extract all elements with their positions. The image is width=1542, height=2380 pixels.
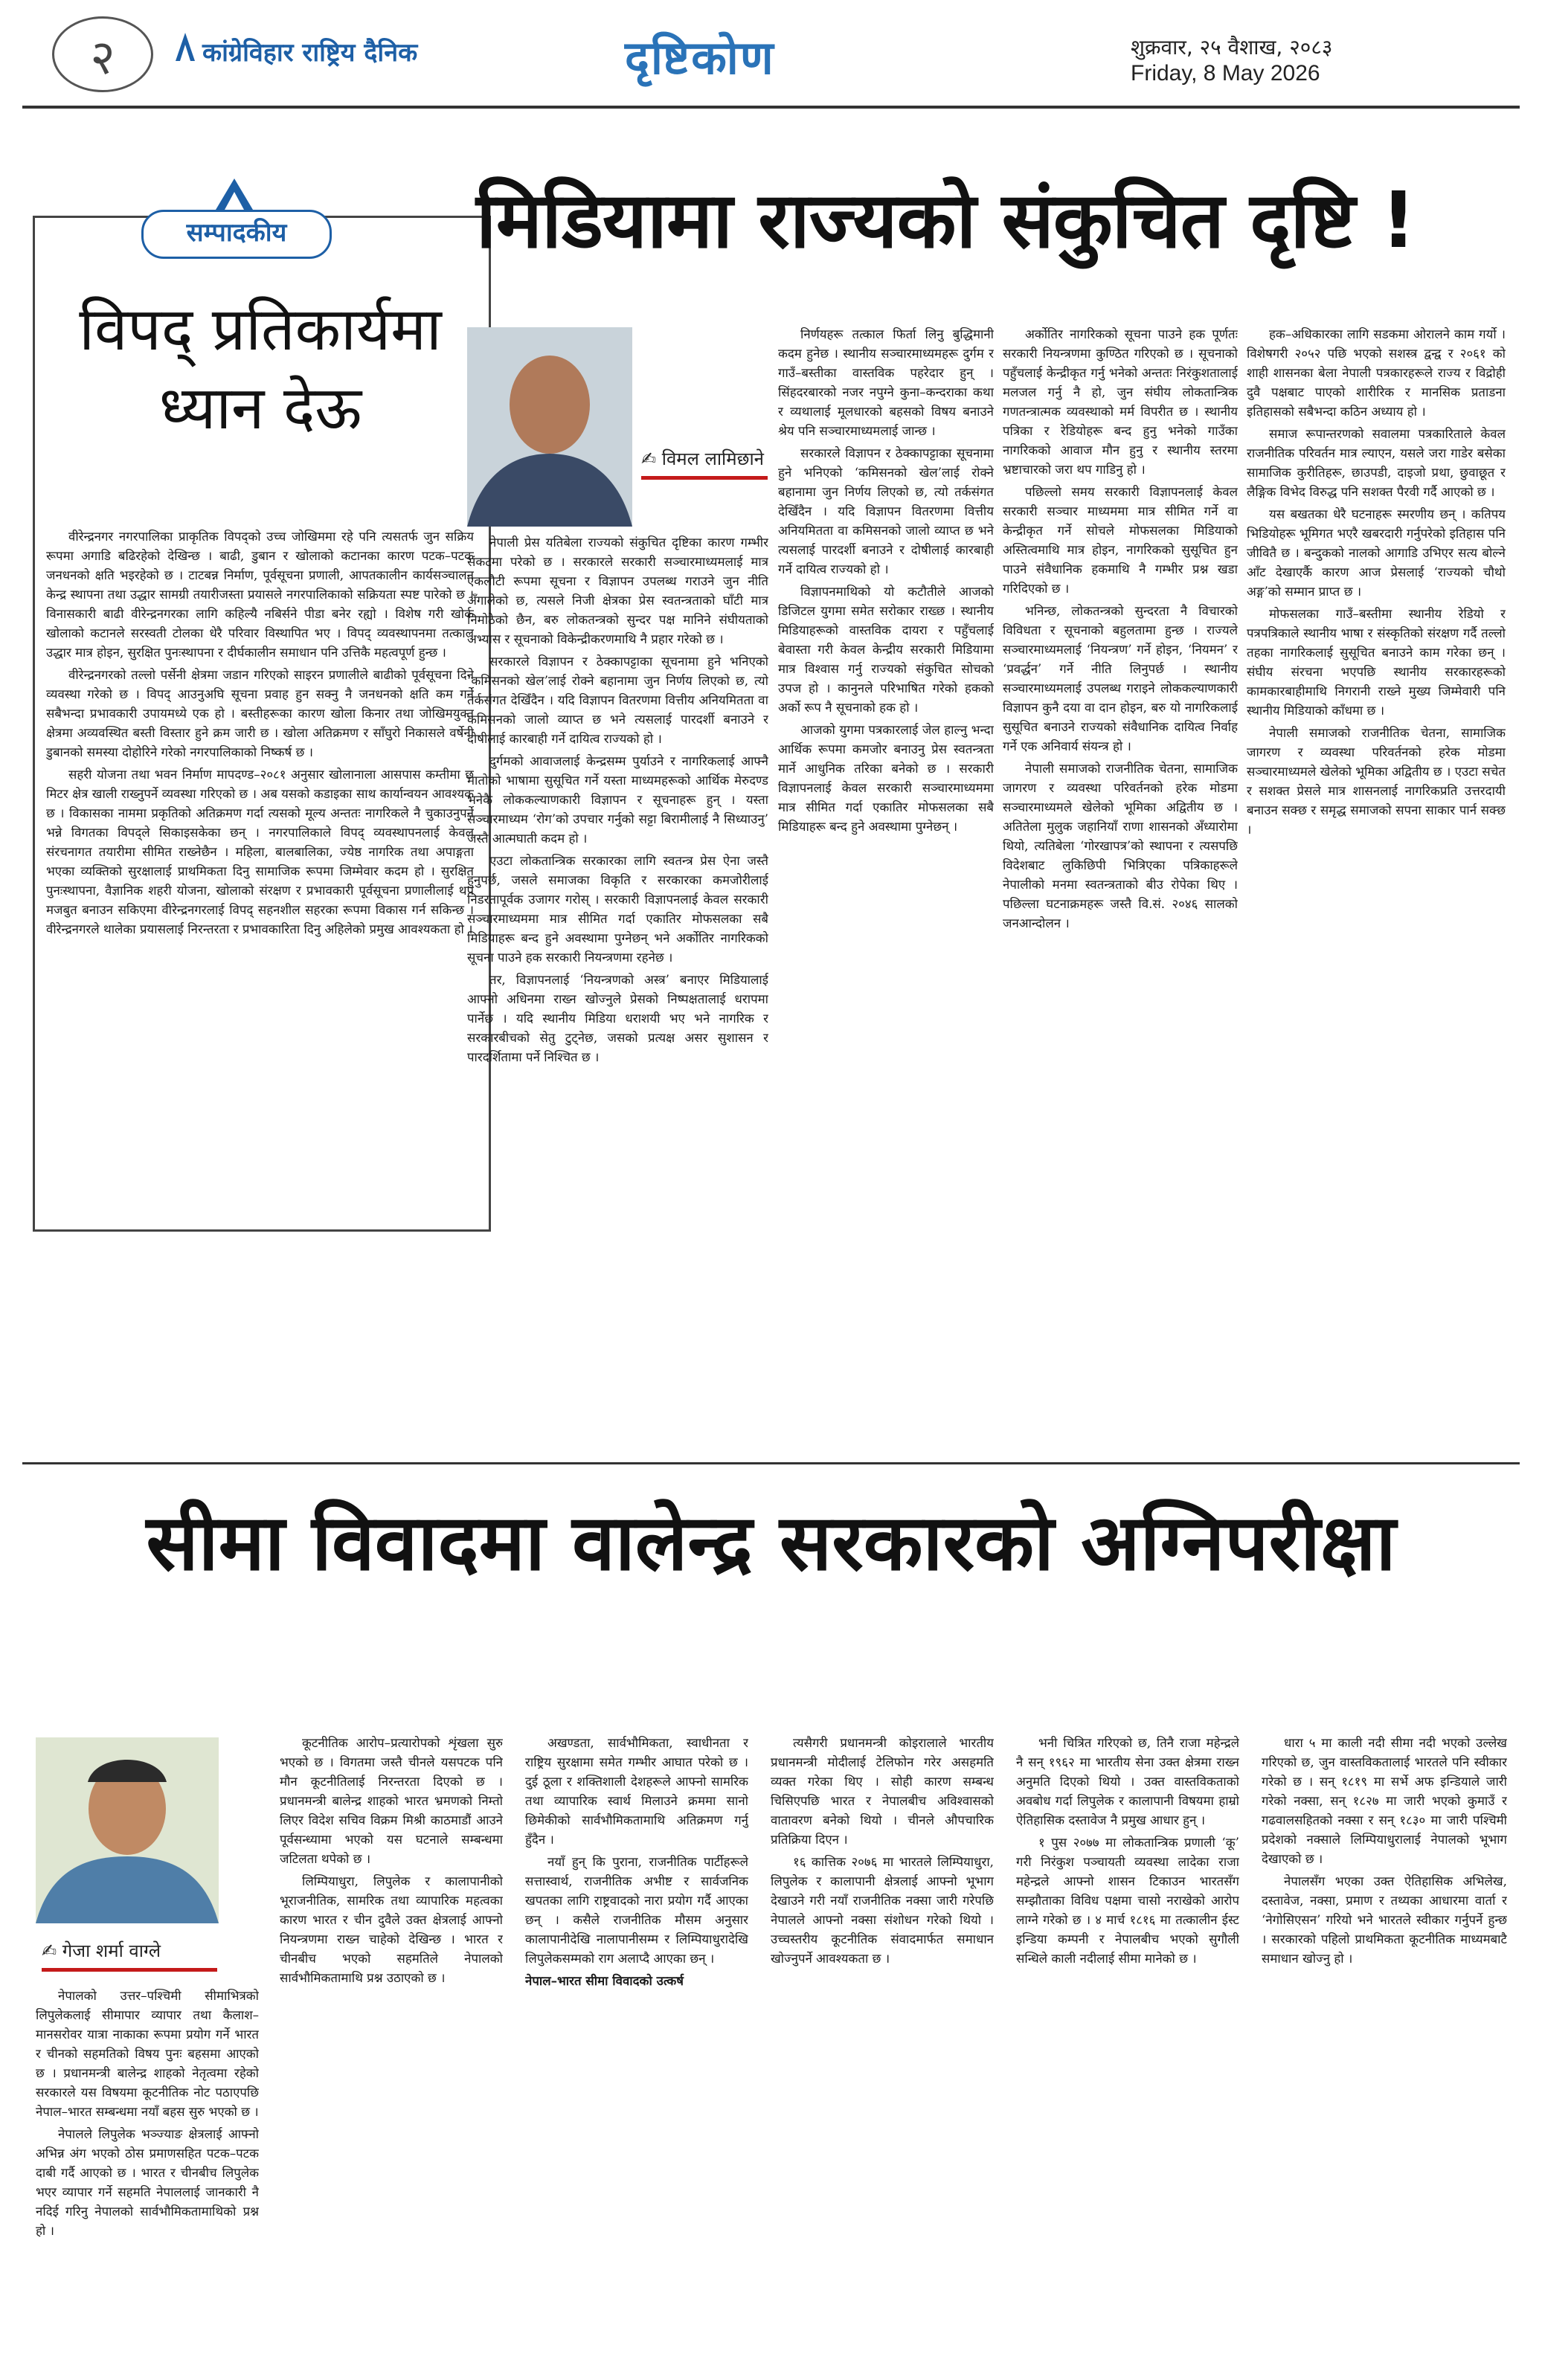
article1-paragraph: निर्णयहरू तत्काल फिर्ता लिनु बुद्धिमानी कदम हुनेछ । स्थानीय सञ्चारमाध्यमहरू दुर्गम र गाउँ–बस्तीका वास्तविक पहरेदार हुन् । सिंहदरबारको नजर नपुग्ने कुना–कन्दराका कथा र व्यथालाई मूलधारको बहसको विषय बनाउने श्रेय पनि सञ्चारमाध्यमलाई जान्छ । [778,327,994,438]
author-photo [467,327,632,527]
article2-column-6 [1262,1733,1507,2358]
article1-author: विमल लामिछाने [661,448,764,469]
article2-paragraph: भनी चित्रित गरिएको छ, तिनै राजा महेन्द्रले नै सन् १९६२ मा भारतीय सेना उक्त क्षेत्रमा राख्न अनुमति दिएको थियो । उक्त वास्तविकताको अवबोध गर्दा लिपुलेक र कालापानी विषयमा हाम्रो ऐतिहासिक दस्तावेज नै प्रमुख आधार हुन् । [1016,1735,1239,1827]
article1-paragraph: दुर्गमको आवाजलाई केन्द्रसम्म पुर्याउने र नागरिकलाई आफ्नै मातोको भाषामा सुसूचित गर्ने यस्ता माध्यमहरूको आर्थिक मेरुदण्ड भनेकै लोककल्याणकारी विज्ञापन र सूचनाहरू हुन् । यस्ता सञ्चारमाध्यम ‘रोग’को उपचार गर्नुको सट्टा बिरामीलाई नै सिध्याउनु’ जस्तै आत्मघाती कदम हो । [467,753,768,846]
article2-paragraph: नेपालले लिपुलेक भञ्ज्याङ क्षेत्रलाई आफ्नो अभिन्न अंग भएको ठोस प्रमाणसहित पटक–पटक दाबी गर्दै आएको छ । भारत र चीनबीच लिपुलेक भएर व्यापार गर्ने सहमति नेपाललाई जानकारी नै नदिई गरिनु नेपालको सार्वभौमिकतामाथिको प्रश्न हो । [36,2126,259,2238]
article1-paragraph: सरकारले विज्ञापन र ठेक्कापट्टाका सूचनामा हुने भनिएको ‘कमिसनको खेल’लाई रोक्ने बहानामा जुन निर्णय लिएको छ, त्यो तर्कसंगत देखिँदैन । यदि विज्ञापन वितरणमा वित्तीय अनियमितता वा कमिसनको जालो व्याप्त छ भने त्यसलाई पारदर्शी बनाउने र दोषीलाई कारबाही गर्ने दायित्व राज्यको हो । [778,446,994,576]
article2-paragraph: कूटनीतिक आरोप–प्रत्यारोपको शृंखला सुरु भएको छ । विगतमा जस्तै चीनले यसपटक पनि मौन कूटनीतिलाई निरन्तरता दिएको छ । प्रधानमन्त्री बालेन्द्र शाहको भारत भ्रमणको निम्तो लिएर विदेश सचिव विक्रम मिश्री काठमाडौं आउने पूर्वसन्ध्यामा भएको यस घटनाले सम्बन्धमा जटिलता थपेको छ । [280,1735,503,1866]
article1-paragraph: विज्ञापनमाथिको यो कटौतीले आजको डिजिटल युगमा समेत सरोकार राख्छ । स्थानीय मिडियाहरूको वास्तविक दायरा र पहुँचलाई बेवास्ता गरी केवल केन्द्रीय सरकारी मिडियामा मात्र विश्वास गर्नु राज्यको संकुचित सोचको उपज हो । कानुनले परिभाषित गरेको हकको अर्को रूप नै सूचनाको हक हो । [778,584,994,715]
article1-paragraph: भनिन्छ, लोकतन्त्रको सुन्दरता नै विचारको विविधता र सूचनाको बहुलतामा हुन्छ । राज्यले सञ्चारमाध्यमलाई ‘नियन्त्रण’ गर्ने होइन, ‘नियमन’ र ‘प्रवर्द्धन’ गर्ने नीति लिनुपर्छ । स्थानीय सञ्चारमाध्यमलाई उपलब्ध गराइने लोककल्याणकारी विज्ञापन कुनै दया वा दान होइन, बरु यो नागरिकलाई सुसूचित बनाउने राज्यको संवैधानिक दायित्व निर्वाह गर्ने एक अनिवार्य संयन्त्र हो । [1003,603,1238,753]
article2-column-2 [280,1733,503,2358]
newspaper-brand: कांग्रेविहार राष्ट्रिय दैनिक [202,38,418,68]
section-title: दृष्टिकोण [625,30,775,85]
article1-headline: मिडियामा राज्यको संकुचित दृष्टि ! [476,175,1416,266]
article1-paragraph: नेपाली प्रेस यतिबेला राज्यको संकुचित दृष्टिका कारण गम्भीर संकटमा परेको छ । सरकारले सरकारी सञ्चारमाध्यमलाई मात्र एकलौटी रूपमा सूचना र विज्ञापन उपलब्ध गराउने जुन नीति अँगालेको छ, त्यसले निजी क्षेत्रका प्रेस स्वतन्त्रताको घाँटी मात्र निमोठेको छैन, बरु लोकतन्त्रको सुन्दर पक्ष मानिने संघीयताको अभ्यास र सूचनाको विकेन्द्रीकरणमाथि नै प्रहार गरेको छ । [467,535,768,646]
author-silhouette-icon [467,327,632,527]
page-number-badge [52,16,153,92]
article1-column-3 [1003,324,1238,1447]
author2-silhouette-icon [36,1737,219,1923]
article-divider [22,1462,1520,1464]
article2-paragraph: १६ कात्तिक २०७६ मा भारतले लिम्पियाधुरा, लिपुलेक र कालापानी क्षेत्रलाई आफ्नो भूभाग देखाउने गरी नयाँ राजनीतिक नक्सा जारी गरेपछि नेपालले आफ्नो नक्सा संशोधन गरेको थियो । उच्चस्तरीय कूटनीतिक संवादमार्फत समाधान खोज्नुपर्ने आवश्यकता छ । [771,1854,994,1966]
article1-paragraph: हक–अधिकारका लागि सडकमा ओरालने काम गर्यो । विशेषगरी २०५२ पछि भएको सशस्त्र द्वन्द्व र २०६१ को शाही शासनका बेला नेपाली पत्रकारहरूले राज्य र विद्रोही दुवै पक्षबाट पाएको शारीरिक र मानसिक प्रताडना इतिहासको सबैभन्दा कठिन अध्याय हो । [1247,327,1506,419]
article2-paragraph: नयाँ हुन् कि पुराना, राजनीतिक पार्टीहरूले सत्तास्वार्थ, राजनीतिक अभीष्ट र सार्वजनिक खपतका लागि राष्ट्रवादको नारा प्रयोग गर्दै आएका छन् । कसैले राजनीतिक मौसम अनुसार कालापानीदेखि नालापानीसम्म र लिम्पियाधुरादेखि लिपुलेकसम्मको राग अलाप्दै आएका छन् । [525,1854,748,1966]
article1-paragraph: तर, विज्ञापनलाई ‘नियन्त्रणको अस्त्र’ बनाएर मिडियालाई आफ्नो अधिनमा राख्न खोज्नुले प्रेसको निष्पक्षतालाई धरापमा पार्नेछ । यदि स्थानीय मिडिया धराशयी भए भने नागरिक र सरकारबीचको सेतु टुट्नेछ, जसको प्रत्यक्ष असर सुशासन र पारदर्शितामा पर्ने निश्चित छ । [467,972,768,1064]
article2-author: गेजा शर्मा वाग्ले [62,1940,161,1961]
article1-paragraph: पछिल्लो समय सरकारी विज्ञापनलाई केवल सरकारी सञ्चार माध्यममा मात्र सीमित गर्ने वा केन्द्रीकृत गर्ने सोचले मोफसलका मिडियाको अस्तित्वमाथि मात्र होइन, नागरिकको सुसूचित हुन पाउने संवैधानिक हकमाथि नै गम्भीर प्रश्न खडा गरिदिएको छ । [1003,484,1238,596]
article2-column-3 [525,1733,748,2358]
article1-author-byline: ✍ विमल लामिछाने [641,448,764,469]
article2-paragraph: अखण्डता, सार्वभौमिकता, स्वाधीनता र राष्ट्रिय सुरक्षामा समेत गम्भीर आघात परेको छ । दुई ठूला र शक्तिशाली देशहरूले आफ्नो सामरिक तथा व्यापारिक स्वार्थ मिलाउने क्रममा सानो छिमेकीको सार्वभौमिकतामाथि अतिक्रमण गर्नु हुँदैन । [525,1735,748,1847]
article1-paragraph: समाज रूपान्तरणको सवालमा पत्रकारिताले केवल राजनीतिक परिवर्तन मात्र ल्याएन, यसले जरा गाडेर बसेका सामाजिक कुरीतिहरू, छाउपडी, दाइजो प्रथा, छुवाछूत र लैङ्गिक विभेद विरुद्ध पनि सशक्त पैरवी गर्दै आएको छ । [1247,426,1506,499]
editorial-paragraph: वीरेन्द्रनगर नगरपालिका प्राकृतिक विपद्को उच्च जोखिममा रहे पनि त्यसतर्फ जुन सक्रिय रूपमा अगाडि बढिरहेको देखिन्छ । बाढी, डुबान र खोलाको कटानका कारण पटक–पटक जनधनको क्षति भइरहेको छ । टाटबन्न निर्माण, पूर्वसूचना प्रणाली, आपतकालीन कार्यसञ्चालन केन्द्र स्थापना तथा उद्धार सामग्री तयारीजस्ता प्रयासले नगरपालिकाको सक्रियता स्पष्ट पारेको छ । विनासकारी बाढी वीरेन्द्रनगरका लागि कहिल्यै नबिर्सने पीडा बनेर रह्यो । विशेष गरी खोर्क खोलाको कटानले सरस्वती टोलका धेरै परिवार विस्थापित भए । विपद् व्यवस्थापनमा तत्काल उद्धार मात्र होइन, सुरक्षित पुनःस्थापना र दीर्घकालीन समाधान पनि उत्तिकै महत्वपूर्ण हुन्छ । [46,529,474,660]
article1-paragraph: मोफसलका गाउँ–बस्तीमा स्थानीय रेडियो र पत्रपत्रिकाले स्थानीय भाषा र संस्कृतिको संरक्षण गर्दै तल्लो तहका नागरिकलाई सुसूचित बनाउने काम गरेका छन् । संघीय संरचना भएपछि स्थानीय सरकारहरूको कामकारबाहीमाथि निगरानी राख्ने मुख्य जिम्मेवारी पनि स्थानीय मिडियाको काँधमा छ । [1247,606,1506,718]
editorial-badge [141,210,332,259]
article1-paragraph: आजको युगमा पत्रकारलाई जेल हाल्नु भन्दा आर्थिक रूपमा कमजोर बनाउनु प्रेस स्वतन्त्रता मार्ने आधुनिक तरिका बनेको छ । सरकारी विज्ञापनलाई केवल सरकारी सञ्चारमाध्यममा मात्र सीमित गर्दा एकातिर मोफसलका सबै मिडियाहरू बन्द हुने अवस्थामा पुग्नेछन् । [778,722,994,834]
article1-column-1 [467,533,768,1447]
article2-paragraph: त्यसैगरी प्रधानमन्त्री कोइरालाले भारतीय प्रधानमन्त्री मोदीलाई टेलिफोन गरेर असहमति व्यक्त गरेका थिए । सोही कारण सम्बन्ध चिसिएपछि भारत र नेपालबीच अविश्वासको वातावरण बनेको थियो । चीनले औपचारिक प्रतिक्रिया दिएन । [771,1735,994,1847]
article1-paragraph: नेपाली समाजको राजनीतिक चेतना, सामाजिक जागरण र व्यवस्था परिवर्तनको हरेक मोडमा सञ्चारमाध्यमले खेलेको भूमिका अद्वितीय छ । एउटा सचेत र सशक्त प्रेसले मात्र शासनलाई नागरिकप्रति उत्तरदायी बनाउन सक्छ र समृद्ध समाजको सपना साकार पार्न सक्छ । [1247,725,1506,837]
editorial-title-line-2: ध्यान देऊ [158,373,362,443]
newspaper-logo-icon [173,30,198,64]
article1-paragraph: एउटा लोकतान्त्रिक सरकारका लागि स्वतन्त्र प्रेस ऐना जस्तै हुनुपर्छ, जसले समाजका विकृति र सरकारका कमजोरीलाई निडरतापूर्वक उजागर गरोस् । सरकारी विज्ञापनलाई केवल सरकारी सञ्चारमाध्यममा मात्र सीमित गर्दा एकातिर मोफसलका सबै मिडियाहरू बन्द हुने अवस्थामा पुग्नेछन् भने अर्कोतिर नागरिकको सूचना पाउने हक सरकारी नियन्त्रणमा रहनेछ । [467,853,768,965]
editorial-paragraph: सहरी योजना तथा भवन निर्माण मापदण्ड–२०८१ अनुसार खोलानाला आसपास कम्तीमा छ मिटर क्षेत्र खाली राख्नुपर्ने व्यवस्था गरिएको छ । अब यसको कडाइका साथ कार्यान्वयन आवश्यक छ । विकासका नाममा प्रकृतिको अतिक्रमण गर्दा त्यसको मूल्य अन्ततः नागरिकले नै चुकाउनुपर्ने भन्ने विगतका विपद्ले सिकाइसकेका छन् । नगरपालिकाले विपद् व्यवस्थापनलाई केवल संरचनागत तयारीमा सीमित राख्नेछैन । महिला, बालबालिका, ज्येष्ठ नागरिक तथा अपाङ्गता भएका व्यक्तिको सुरक्षालाई प्राथमिकता दिनु सामाजिक रूपमा जिम्मेवार कदम हो । सुरक्षित पुनःस्थापना, वैज्ञानिक शहरी योजना, खोलाको संरक्षण र प्रभावकारी पूर्वसूचना प्रणालीलाई थप मजबुत बनाउन सकिएमा वीरेन्द्रनगरलाई विपद् सहनशील सहरका रूपमा विकास गर्न सकिन्छ । वीरेन्द्रनगरले थालेका प्रयासलाई निरन्तरता र प्रभावकारिता दिनु अहिलेको प्रमुख आवश्यकता हो । [46,767,474,936]
byline2-underline [42,1968,217,1972]
article2-column-1 [36,1986,259,2358]
date-nepali: शुक्रवार, २५ वैशाख, २०८३ [1131,35,1333,60]
page-number: २ [90,30,115,86]
article1-paragraph: नेपाली समाजको राजनीतिक चेतना, सामाजिक जागरण र व्यवस्था परिवर्तनको हरेक मोडमा सञ्चारमाध्यमले खेलेको भूमिका अद्वितीय छ । अतितेला मुलुक जहानियाँ राणा शासनको अँध्यारोमा थियो, त्यतिबेला ‘गोरखापत्र’को स्थापना र त्यसपछि विदेशबाट लुकिछिपी भित्रिएका पत्रिकाहरूले नेपालीको मनमा स्वतन्त्रताको बीउ रोपेका थिए । पछिल्ला घटनाक्रमहरू जस्तै वि.सं. २०४६ सालको जनआन्दोलन । [1003,761,1238,930]
article2-paragraph: नेपालको उत्तर–पश्चिमी सीमाभित्रको लिपुलेकलाई सीमापार व्यापार तथा कैलाश–मानसरोवर यात्रा नाकाका रूपमा प्रयोग गर्ने भारत र चीनको सहमतिको विषय पुनः बहसमा आएको छ । प्रधानमन्त्री बालेन्द्र शाहको नेतृत्वमा रहेको सरकारले यस विषयमा कूटनीतिक नोट पठाएपछि नेपाल–भारत सम्बन्धमा नयाँ बहस सुरु भएको छ । [36,1988,259,2119]
byline-underline [641,476,768,480]
article1-paragraph: सरकारले विज्ञापन र ठेक्कापट्टाका सूचनामा हुने भनिएको ‘कमिसनको खेल’लाई रोक्ने बहानामा जुन निर्णय लिएको छ, त्यो तर्कसंगत देखिँदैन । यदि विज्ञापन वितरणमा वित्तीय अनियमितता वा कमिसनको जालो व्याप्त छ भने त्यसलाई पारदर्शी बनाउने र दोषीलाई कारबाही गर्ने दायित्व राज्यको हो । [467,654,768,746]
editorial-body [46,527,474,1220]
article2-column-4 [771,1733,994,2358]
date-english: Friday, 8 May 2026 [1131,61,1320,86]
article2-column-5 [1016,1733,1239,2358]
article1-column-2 [778,324,994,1447]
author2-photo [36,1737,219,1923]
article2-subheading: नेपाल–भारत सीमा विवादको उत्कर्ष [525,1973,684,1988]
editorial-badge-label: सम्पादकीय [186,218,287,248]
editorial-title-line-1: विपद् प्रतिकार्यमा [79,295,442,364]
editorial-logo-icon [201,176,268,211]
editorial-paragraph: वीरेन्द्रनगरको तल्लो पर्सेनी क्षेत्रमा जडान गरिएको साइरन प्रणालीले बाढीको पूर्वसूचना दिने व्यवस्था गरेको छ । विपद् आउनुअघि सूचना प्रवाह हुन सक्नु नै जनधनको क्षति कम गर्ने सबैभन्दा प्रभावकारी उपायमध्ये एक हो । बस्तीहरूका कारण खोला किनार तथा जोखिमयुक्त क्षेत्रमा अव्यवस्थित बस्ती विस्तार हुने क्रम जारी छ । खोला अतिक्रमण र साँघुरो निकासले वर्षेनी डुबानको समस्या दोहोरिने गरेको नगरपालिकाको निष्कर्ष छ । [46,667,474,759]
article2-paragraph: नेपालसँग भएका उक्त ऐतिहासिक अभिलेख, दस्तावेज, नक्सा, प्रमाण र तथ्यका आधारमा वार्ता र ‘नेगोसिएसन’ गरियो भने भारतले स्वीकार गर्नुपर्ने हुन्छ । सरकारको पहिलो प्राथमिकता कूटनीतिक माध्यमबाटै समाधान खोज्नु हो । [1262,1874,1507,1966]
masthead-divider [22,106,1520,109]
article1-column-4 [1247,324,1506,1447]
editorial-title [45,290,476,448]
article2-paragraph: धारा ५ मा काली नदी सीमा नदी भएको उल्लेख गरिएको छ, जुन वास्तविकतालाई भारतले पनि स्वीकार गरेको छ । सन् १८१९ मा सर्भे अफ इन्डियाले जारी गरेको नक्सा, सन् १८२७ मा जारी भएको कुमाउँ र गढवालसहितको नक्सा र सन् १८३० मा जारी पश्चिमी प्रदेशको नक्साले लिम्पियाधुरालाई नेपालको भूभाग देखाएको छ । [1262,1735,1507,1866]
article2-headline: सीमा विवादमा वालेन्द्र सरकारको अग्निपरीक्षा [146,1497,1396,1588]
article1-paragraph: यस बखतका धेरै घटनाहरू स्मरणीय छन् । कतिपय भिडियोहरू भूमिगत भएरै खबरदारी गर्नुपरेको इतिहास पनि जीवितै छ । बन्दुकको नालको आगाडि उभिएर सत्य बोल्ने आँट देखाएर्कै कारण आज प्रेसलाई ‘राज्यको चौथो अङ्ग’को सम्मान प्राप्त छ । [1247,506,1506,599]
article2-paragraph: १ पुस २०७७ मा लोकतान्त्रिक प्रणाली ‘कू’ गरी निरंकुश पञ्चायती व्यवस्था लादेका राजा महेन्द्रले आफ्नो शासन टिकाउन भारतसँग सम्झौताका विविध पक्षमा चासो नराखेको आरोप लाग्ने गरेको छ । ४ मार्च १८१६ मा तत्कालीन ईस्ट इन्डिया कम्पनी र नेपालबीच भएको सुगौली सन्धिले काली नदीलाई सीमा मानेको छ । [1016,1835,1239,1966]
article2-author-byline: ✍ गेजा शर्मा वाग्ले [42,1940,161,1961]
article1-paragraph: अर्कोतिर नागरिकको सूचना पाउने हक पूर्णतः सरकारी नियन्त्रणमा कुण्ठित गरिएको छ । सूचनाको पहुँचलाई केन्द्रीकृत गर्नु भनेको अन्ततः निरंकुशतालाई मलजल गर्नु नै हो, जुन संघीय लोकतान्त्रिक गणतन्त्रात्मक व्यवस्थाको मर्म विपरीत छ । स्थानीय पत्रिका र रेडियोहरू बन्द हुनु भनेको गाउँका नागरिकको आवाज मौन हुनु र स्थानीय स्तरमा भ्रष्टाचारको जरा थप गाडिनु हो । [1003,327,1238,477]
article2-paragraph: लिम्पियाधुरा, लिपुलेक र कालापानीको भूराजनीतिक, सामरिक तथा व्यापारिक महत्वका कारण भारत र चीन दुवैले उक्त क्षेत्रलाई आफ्नो नियन्त्रणमा राख्न चाहेको देखिन्छ । भारत र चीनबीच भएको सहमतिले नेपालको सार्वभौमिकतामाथि प्रश्न उठाएको छ । [280,1874,503,1985]
